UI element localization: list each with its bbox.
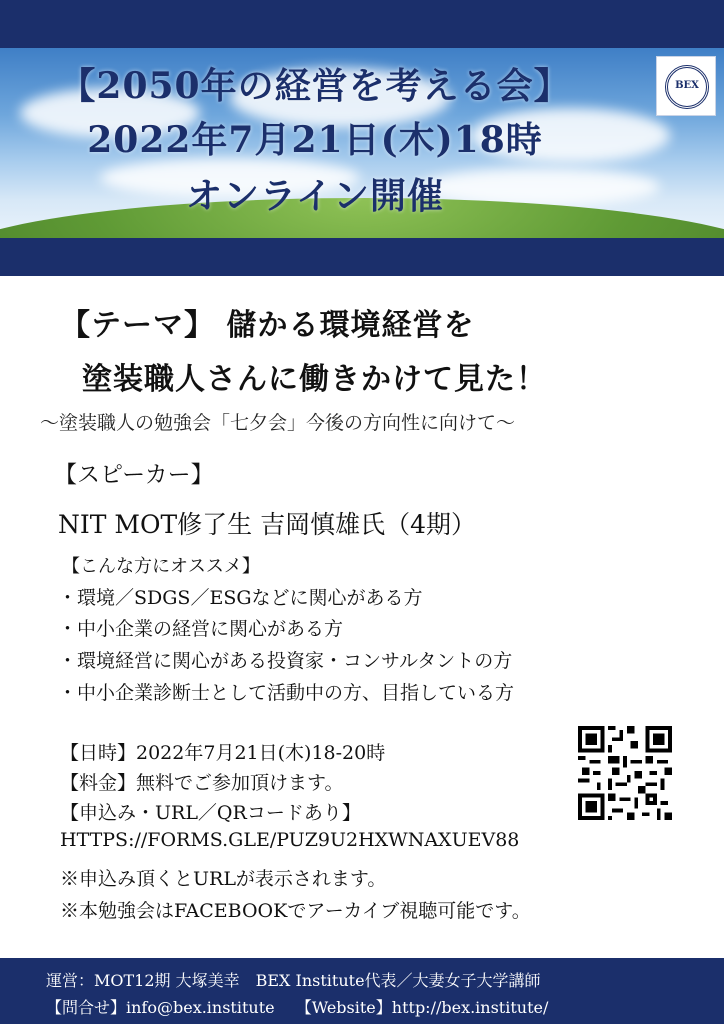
theme-subtitle: 〜塗装職人の勉強会「七夕会」今後の方向性に向けて〜 [40, 412, 516, 434]
logo-text: BEX [675, 80, 699, 91]
note-url-shown: ※申込み頂くとURLが表示されます。 [60, 868, 387, 890]
apply-heading: 【申込み・URL／QRコードあり】 [60, 802, 361, 824]
theme-heading: 【テーマ】 儲かる環境経営を [60, 308, 475, 343]
theme-heading-line2: 塗装職人さんに働きかけて見た！ [82, 362, 547, 397]
event-format-heading: オンライン開催 [186, 175, 444, 217]
event-title: 【2050年の経営を考える会】 [59, 65, 571, 107]
footer-contact[interactable]: 【問合せ】info@bex.institute 【Website】http://bex.institute/ [46, 998, 549, 1017]
footer-organizer: 運営：MOT12期 大塚美幸 BEX Institute代表／大妻女子大学講師 [46, 971, 541, 990]
note-archive: ※本勉強会はFACEBOOKでアーカイブ視聴可能です。 [60, 900, 531, 922]
event-fee: 【料金】無料でご参加頂けます。 [60, 772, 344, 794]
qr-code-icon[interactable] [578, 726, 672, 820]
registration-url[interactable]: HTTPS://FORMS.GLE/PUZ9U2HXWNAXUEV88 [60, 829, 520, 851]
navy-band [0, 238, 724, 276]
top-navy-bar [0, 0, 724, 48]
bex-logo [656, 56, 716, 116]
event-datetime: 【日時】2022年7月21日(木)18-20時 [60, 742, 386, 764]
list-item: ・中小企業の経営に関心がある方 [58, 618, 344, 640]
speaker-heading: 【スピーカー】 [54, 462, 214, 488]
recommend-heading: 【こんな方にオススメ】 [62, 556, 260, 577]
event-date-heading: 2022年7月21日(木)18時 [87, 119, 543, 161]
list-item: ・中小企業診断士として活動中の方、目指している方 [58, 682, 515, 704]
list-item: ・環境／SDGS／ESGなどに関心がある方 [58, 587, 423, 609]
list-item: ・環境経営に関心がある投資家・コンサルタントの方 [58, 650, 513, 672]
speaker-name: NIT MOT修了生 吉岡慎雄氏（4期） [58, 510, 476, 539]
